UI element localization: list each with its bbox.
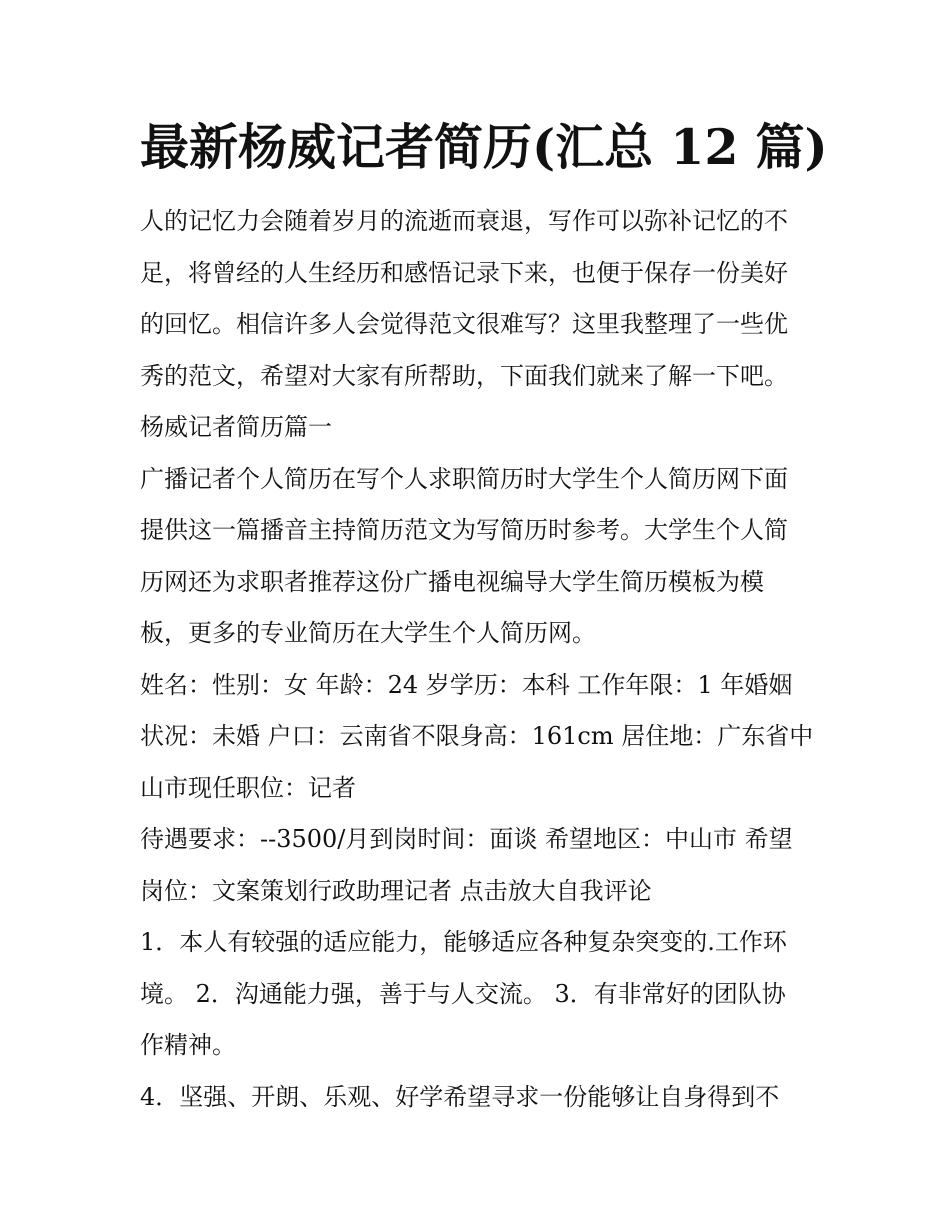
text-line: 姓名：性别：女 年龄：24 岁学历：本科 工作年限：1 年婚姻 [140,670,793,699]
text-line: 提供这一篇播音主持简历范文为写简历时参考。大学生个人简 [140,516,788,544]
self-evaluation-continued-paragraph [140,1072,816,1124]
heading-line: 杨威记者简历篇一 [140,413,332,441]
text-line: 秀的范文，希望对大家有所帮助，下面我们就来了解一下吧。 [140,361,788,390]
text-line: 作精神。 [140,1031,236,1059]
text-line: 状况：未婚 户口：云南省不限身高：161cm 居住地：广东省中 [140,722,814,750]
text-line: 待遇要求：--3500/月到岗时间：面谈 希望地区：中山市 希望 [140,825,793,853]
text-line: 的回忆。相信许多人会觉得范文很难写？这里我整理了一些优 [140,310,788,338]
text-line: 4．坚强、开朗、乐观、好学希望寻求一份能够让自身得到不 [140,1082,780,1111]
text-line: 1．本人有较强的适应能力，能够适应各种复杂突变的.工作环 [140,928,787,956]
text-line: 板，更多的专业简历在大学生个人简历网。 [140,619,596,647]
text-line: 广播记者个人简历在写个人求职简历时大学生个人简历网下面 [140,464,788,493]
self-evaluation-paragraph [140,917,816,1072]
document-body [140,196,816,1123]
text-line: 境。 2．沟通能力强，善于与人交流。 3．有非常好的团队协 [140,979,786,1008]
text-line: 山市现任职位：记者 [140,773,356,802]
job-preference-paragraph [140,814,816,917]
section-heading [140,402,816,454]
text-line: 岗位：文案策划行政助理记者 点击放大自我评论 [140,876,652,905]
text-line: 足，将曾经的人生经历和感悟记录下来，也便于保存一份美好 [140,258,788,287]
resume-description-paragraph [140,454,816,660]
personal-info-paragraph [140,660,816,815]
text-line: 人的记忆力会随着岁月的流逝而衰退，写作可以弥补记忆的不 [140,207,788,235]
intro-paragraph [140,196,816,402]
text-line: 历网还为求职者推荐这份广播电视编导大学生简历模板为模 [140,567,764,596]
document-title: 最新杨威记者简历(汇总 12 篇) [140,118,828,176]
